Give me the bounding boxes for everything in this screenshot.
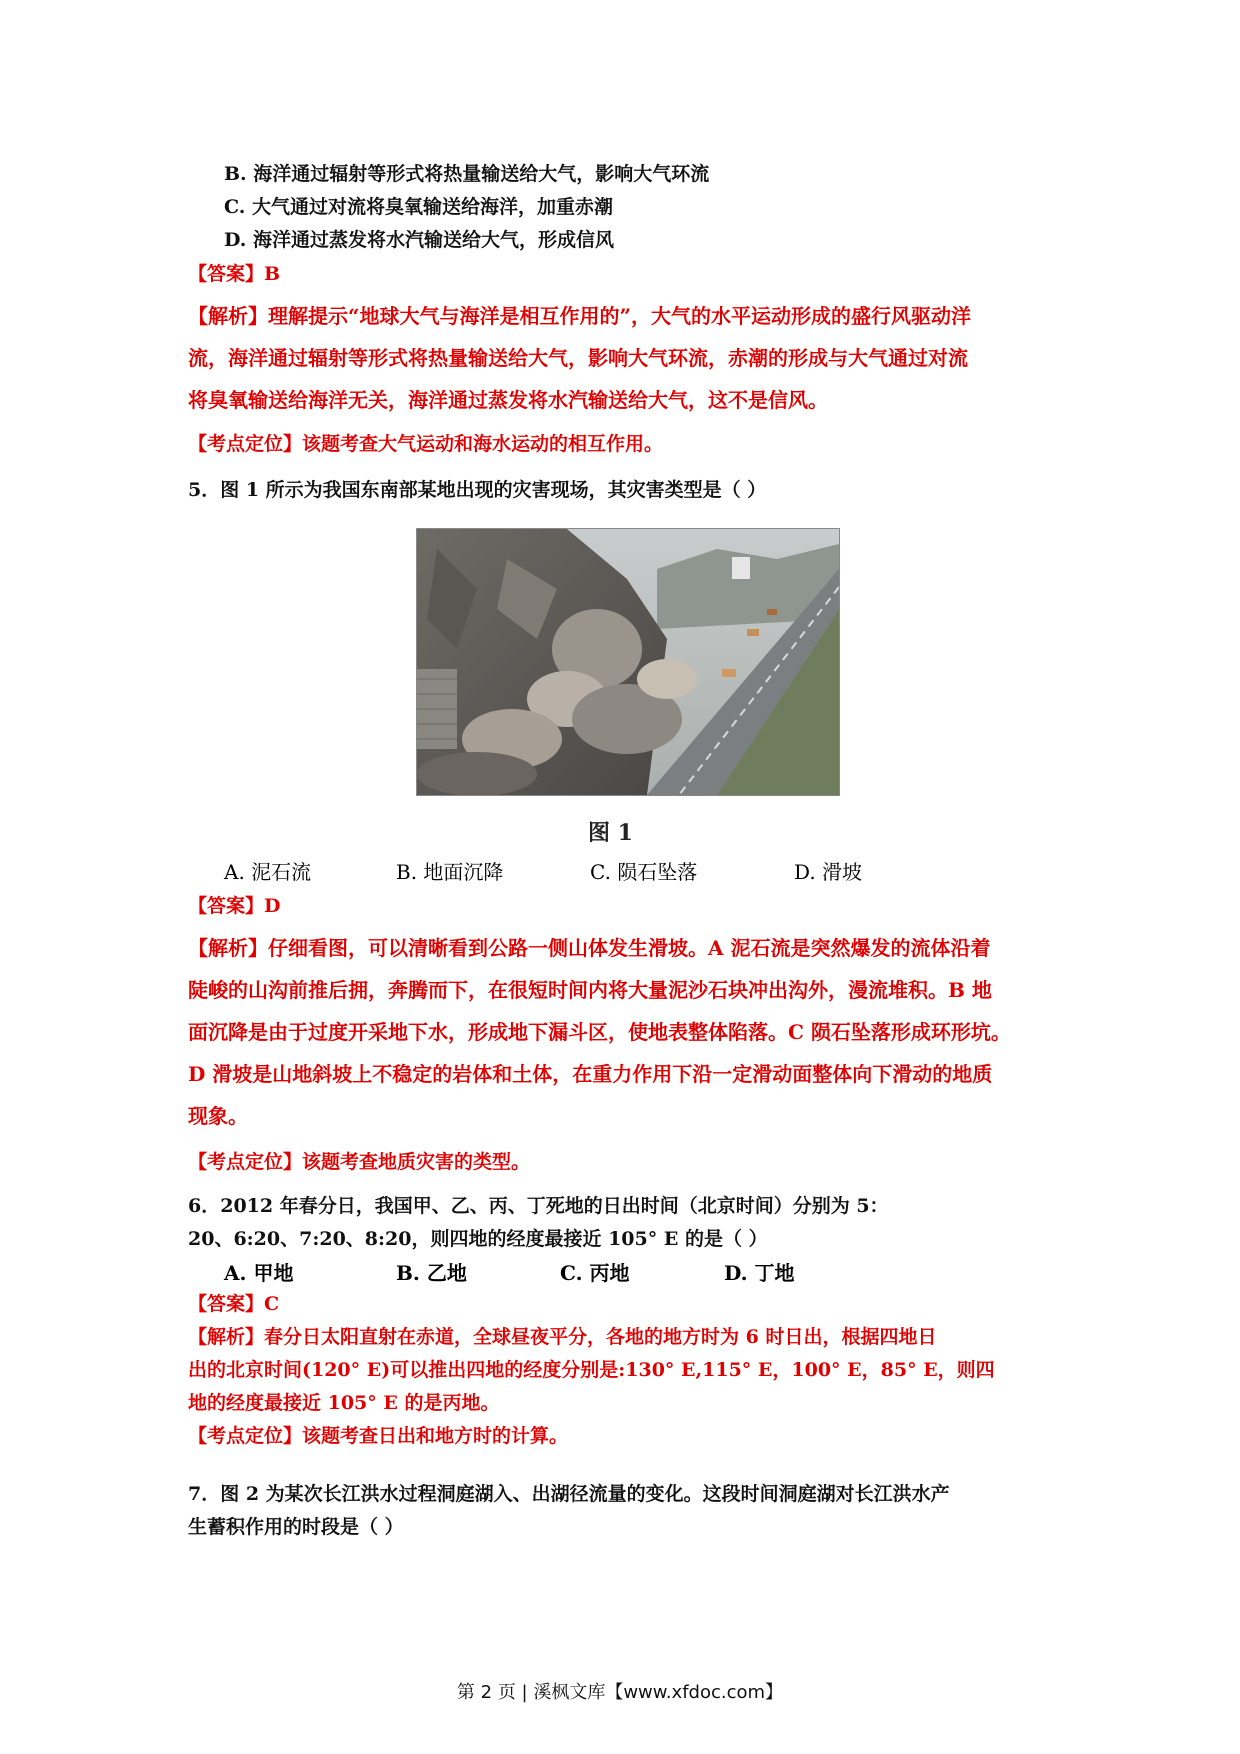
- page-footer: 第 2 页 | 溪枫文库【www.xfdoc.com】: [456, 1682, 784, 1703]
- q5-question: 5．图 1 所示为我国东南部某地出现的灾害现场，其灾害类型是（ ）: [188, 479, 767, 501]
- q4-option-c: C. 大气通过对流将臭氧输送给海洋，加重赤潮: [224, 196, 614, 218]
- q5-analysis-line: 【解析】仔细看图，可以清晰看到公路一侧山体发生滑坡。A 泥石流是突然爆发的流体沿着: [188, 936, 991, 960]
- q5-option-d: D. 滑坡: [794, 860, 863, 884]
- q4-analysis-line: 【解析】理解提示“地球大气与海洋是相互作用的”，大气的水平运动形成的盛行风驱动洋: [188, 304, 972, 328]
- q6-point: 【考点定位】该题考查日出和地方时的计算。: [188, 1425, 569, 1447]
- q6-option-a: A. 甲地: [224, 1261, 294, 1285]
- landslide-photo-icon: [417, 529, 839, 795]
- q5-analysis-line: 面沉降是由于过度开采地下水，形成地下漏斗区，使地表整体陷落。C 陨石坠落形成环形坑。: [188, 1020, 1011, 1044]
- q4-analysis-line: 流，海洋通过辐射等形式将热量输送给大气，影响大气环流，赤潮的形成与大气通过对流: [188, 346, 968, 370]
- landslide-photo: [416, 528, 840, 796]
- q5-analysis-line: 现象。: [188, 1104, 248, 1128]
- q6-option-b: B. 乙地: [396, 1261, 467, 1285]
- q5-analysis-line: D 滑坡是山地斜坡上不稳定的岩体和土体，在重力作用下沿一定滑动面整体向下滑动的地质: [188, 1062, 993, 1086]
- q5-option-a: A. 泥石流: [224, 860, 312, 884]
- q4-option-b: B. 海洋通过辐射等形式将热量输送给大气，影响大气环流: [224, 163, 710, 185]
- figure-caption: 图 1: [588, 820, 633, 846]
- q6-option-c: C. 丙地: [560, 1261, 630, 1285]
- q6-analysis-line: 【解析】春分日太阳直射在赤道，全球昼夜平分，各地的地方时为 6 时日出，根据四地日: [188, 1326, 937, 1348]
- q4-analysis-line: 将臭氧输送给海洋无关，海洋通过蒸发将水汽输送给大气，这不是信风。: [188, 388, 828, 412]
- q5-answer: 【答案】D: [188, 895, 281, 917]
- q7-question-line: 生蓄积作用的时段是（ ）: [188, 1516, 404, 1538]
- q4-answer: 【答案】B: [188, 263, 281, 285]
- q5-point: 【考点定位】该题考查地质灾害的类型。: [188, 1151, 531, 1173]
- q5-analysis-line: 陡峻的山沟前推后拥，奔腾而下，在很短时间内将大量泥沙石块冲出沟外，漫流堆积。B 地: [188, 978, 992, 1002]
- q6-question-line: 6．2012 年春分日，我国甲、乙、丙、丁死地的日出时间（北京时间）分别为 5：: [188, 1195, 889, 1217]
- q4-option-d: D. 海洋通过蒸发将水汽输送给大气，形成信风: [224, 229, 615, 251]
- q6-answer: 【答案】C: [188, 1293, 280, 1315]
- q7-question-line: 7．图 2 为某次长江洪水过程洞庭湖入、出湖径流量的变化。这段时间洞庭湖对长江洪水产: [188, 1483, 950, 1505]
- q6-analysis-line: 出的北京时间(120° E)可以推出四地的经度分别是:130° E,115° E，100° E，85° E，则四: [188, 1359, 995, 1381]
- q5-option-b: B. 地面沉降: [396, 860, 504, 884]
- q6-question-line: 20、6:20、7:20、8:20，则四地的经度最接近 105° E 的是（ ）: [188, 1228, 768, 1250]
- q6-analysis-line: 地的经度最接近 105° E 的是丙地。: [188, 1392, 500, 1414]
- q6-option-d: D. 丁地: [724, 1261, 795, 1285]
- q4-point: 【考点定位】该题考查大气运动和海水运动的相互作用。: [188, 433, 664, 455]
- q5-option-c: C. 陨石坠落: [590, 860, 698, 884]
